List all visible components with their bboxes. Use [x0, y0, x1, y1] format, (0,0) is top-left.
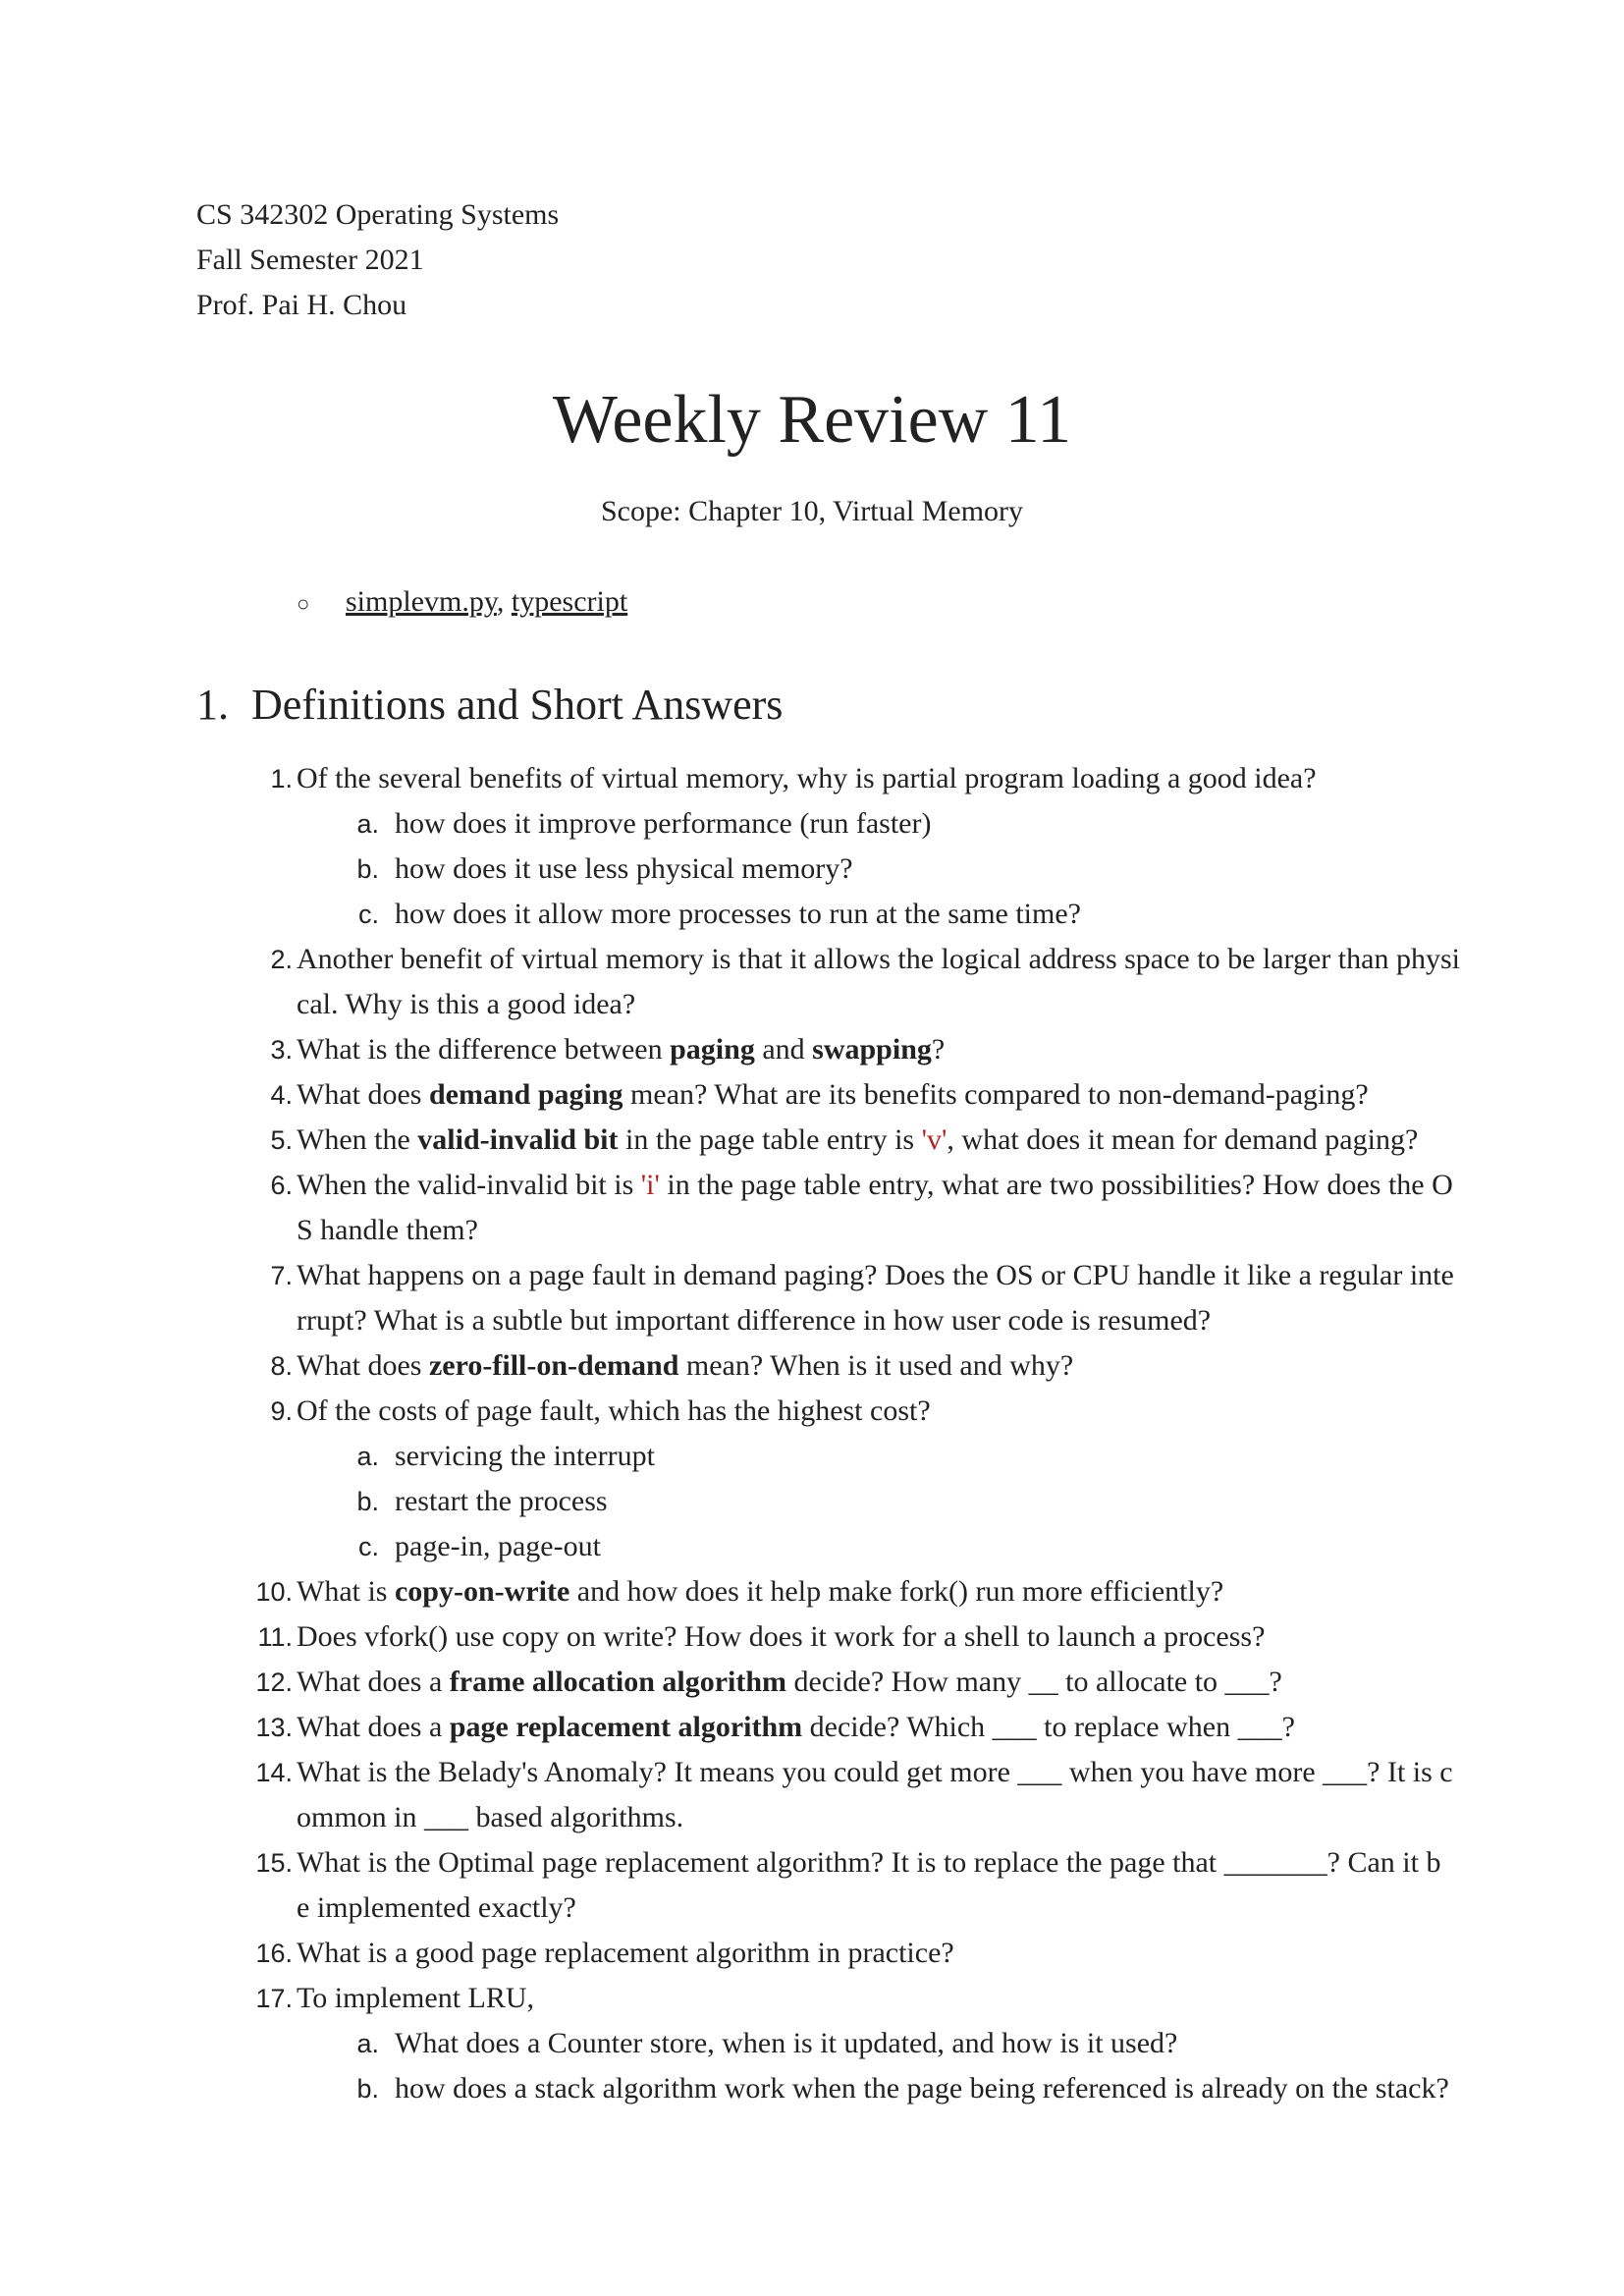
question-12: [255, 1666, 1282, 1699]
question-number: 12.: [255, 1667, 293, 1697]
sub-letter: a.: [356, 2029, 379, 2058]
question-number: 17.: [255, 1984, 293, 2013]
question-number: 16.: [255, 1939, 293, 1968]
question-9: [270, 1394, 931, 1428]
question-text: Of the several benefits of virtual memory, why is partial program loading a good idea?: [297, 762, 1317, 794]
text-segment: When the: [297, 1123, 418, 1156]
question-2-cont: [297, 988, 635, 1021]
question-text: Of the costs of page fault, which has the highest cost?: [297, 1394, 931, 1427]
question-17: [255, 1982, 535, 2015]
question-number: 15.: [255, 1848, 293, 1878]
text-segment: mean? What are its benefits compared to non-demand-paging?: [623, 1078, 1369, 1111]
question-number: 11.: [257, 1622, 293, 1652]
sub-text: how does it allow more processes to run at the same time?: [395, 898, 1081, 930]
sub-text: servicing the interrupt: [395, 1440, 655, 1472]
question-text: To implement LRU,: [297, 1982, 535, 2014]
text-segment: What does a: [297, 1711, 450, 1743]
question-9a: [356, 1440, 655, 1473]
question-number: 1.: [270, 764, 293, 793]
sub-letter: c.: [357, 1532, 379, 1561]
question-text-line1: Another benefit of virtual memory is that it allows the logical address space to be larger than physi: [297, 943, 1460, 975]
question-text-line1: What happens on a page fault in demand paging? Does the OS or CPU handle it like a regular inte: [297, 1259, 1454, 1291]
question-text-line1: What is the Belady's Anomaly? It means you could get more ___ when you have more ___? It is c: [297, 1756, 1453, 1788]
question-number: 4.: [270, 1080, 293, 1110]
resource-links: [297, 585, 628, 619]
question-9c: [357, 1530, 601, 1563]
bold-term: page replacement algorithm: [449, 1711, 803, 1743]
page-title: Weekly Review 11: [552, 382, 1072, 458]
semester: Fall Semester 2021: [196, 244, 424, 276]
scope-line: Scope: Chapter 10, Virtual Memory: [600, 495, 1024, 527]
question-1c: [357, 898, 1081, 931]
sub-text: page-in, page-out: [395, 1530, 601, 1562]
question-7: [270, 1259, 1454, 1292]
text-segment: What is the difference between: [297, 1033, 671, 1066]
text-segment: in the page table entry, what are two possibilities? How does the O: [659, 1169, 1453, 1201]
question-text-line1: What is the Optimal page replacement algorithm? It is to replace the page that _______? Can it b: [297, 1846, 1441, 1879]
code-value: 'v': [921, 1123, 947, 1156]
sub-letter: b.: [356, 2074, 379, 2104]
sub-letter: b.: [356, 854, 379, 884]
text-segment: What does a: [297, 1666, 450, 1698]
text-segment: What does: [297, 1078, 429, 1111]
question-text-line2: S handle them?: [297, 1214, 478, 1246]
text-segment: decide? How many __ to allocate to ___?: [786, 1666, 1282, 1698]
sub-text: how does it improve performance (run faster): [395, 807, 932, 840]
sub-text: how does it use less physical memory?: [395, 852, 853, 885]
question-15: [255, 1846, 1441, 1880]
section-number: 1.: [196, 681, 229, 729]
question-1b: [356, 852, 853, 886]
link-separator: ,: [496, 585, 512, 618]
question-number: 6.: [270, 1171, 293, 1200]
question-5: [270, 1123, 1419, 1157]
question-13: [255, 1711, 1295, 1744]
professor: Prof. Pai H. Chou: [196, 289, 407, 321]
text-segment: in the page table entry is: [618, 1123, 922, 1156]
bold-term: paging: [670, 1033, 755, 1066]
bold-term: copy-on-write: [394, 1575, 570, 1608]
course-name: CS 342302 Operating Systems: [196, 198, 560, 231]
sub-letter: c.: [357, 900, 379, 929]
question-text-line2: ommon in ___ based algorithms.: [297, 1801, 684, 1833]
question-number: 8.: [270, 1351, 293, 1381]
text-segment: mean? When is it used and why?: [678, 1349, 1074, 1382]
question-6-cont: [297, 1214, 478, 1247]
sub-letter: b.: [356, 1487, 379, 1516]
bold-term: swapping: [812, 1033, 932, 1066]
question-11: [257, 1620, 1266, 1654]
question-15-cont: [297, 1891, 576, 1925]
question-14: [255, 1756, 1453, 1789]
text-segment: When the valid-invalid bit is: [297, 1169, 641, 1201]
question-16: [255, 1937, 954, 1970]
question-text: What is a good page replacement algorithm in practice?: [297, 1937, 954, 1969]
question-text-line2: e implemented exactly?: [297, 1891, 576, 1924]
bold-term: zero-fill-on-demand: [428, 1349, 679, 1382]
question-3: [270, 1033, 946, 1066]
section-title: Definitions and Short Answers: [251, 681, 784, 729]
text-segment: ?: [931, 1033, 946, 1066]
question-1a: [356, 807, 932, 841]
simplevm-link[interactable]: simplevm.py: [346, 585, 497, 618]
hollow-bullet-icon: ○: [297, 591, 310, 616]
question-6: [270, 1169, 1453, 1202]
bold-term: valid-invalid bit: [417, 1123, 619, 1156]
question-number: 3.: [270, 1035, 293, 1065]
question-number: 10.: [255, 1577, 293, 1607]
question-number: 14.: [255, 1758, 293, 1787]
question-number: 2.: [270, 945, 293, 974]
sub-text: restart the process: [395, 1485, 608, 1517]
text-segment: What does: [297, 1349, 429, 1382]
code-value: 'i': [640, 1169, 660, 1201]
sub-text: What does a Counter store, when is it updated, and how is it used?: [395, 2027, 1178, 2059]
question-9b: [356, 1485, 608, 1518]
question-17b: [356, 2072, 1449, 2105]
bold-term: demand paging: [428, 1078, 623, 1111]
question-7-cont: [297, 1304, 1211, 1338]
question-text: Does vfork() use copy on write? How does it work for a shell to launch a process?: [297, 1620, 1266, 1653]
text-segment: What is: [297, 1575, 395, 1608]
sub-letter: a.: [356, 1442, 379, 1471]
question-number: 7.: [270, 1261, 293, 1290]
question-text-line2: rrupt? What is a subtle but important difference in how user code is resumed?: [297, 1304, 1212, 1337]
question-4: [270, 1078, 1369, 1112]
sub-text: how does a stack algorithm work when the page being referenced is already on the stack?: [395, 2072, 1449, 2105]
question-2: [270, 943, 1460, 976]
question-number: 9.: [270, 1396, 293, 1426]
question-10: [255, 1575, 1224, 1609]
typescript-link[interactable]: typescript: [511, 585, 628, 618]
question-number: 5.: [270, 1125, 293, 1155]
text-segment: and: [754, 1033, 813, 1066]
question-17a: [356, 2027, 1178, 2060]
question-number: 13.: [255, 1713, 293, 1742]
text-segment: decide? Which ___ to replace when ___?: [802, 1711, 1295, 1743]
sub-letter: a.: [356, 809, 379, 839]
question-14-cont: [297, 1801, 683, 1834]
text-segment: , what does it mean for demand paging?: [947, 1123, 1419, 1156]
section-heading: [196, 680, 783, 730]
question-1: [270, 762, 1317, 795]
bold-term: frame allocation algorithm: [449, 1666, 787, 1698]
text-segment: and how does it help make fork() run more efficiently?: [569, 1575, 1224, 1608]
question-text-line2: cal. Why is this a good idea?: [297, 988, 636, 1020]
question-8: [270, 1349, 1074, 1383]
